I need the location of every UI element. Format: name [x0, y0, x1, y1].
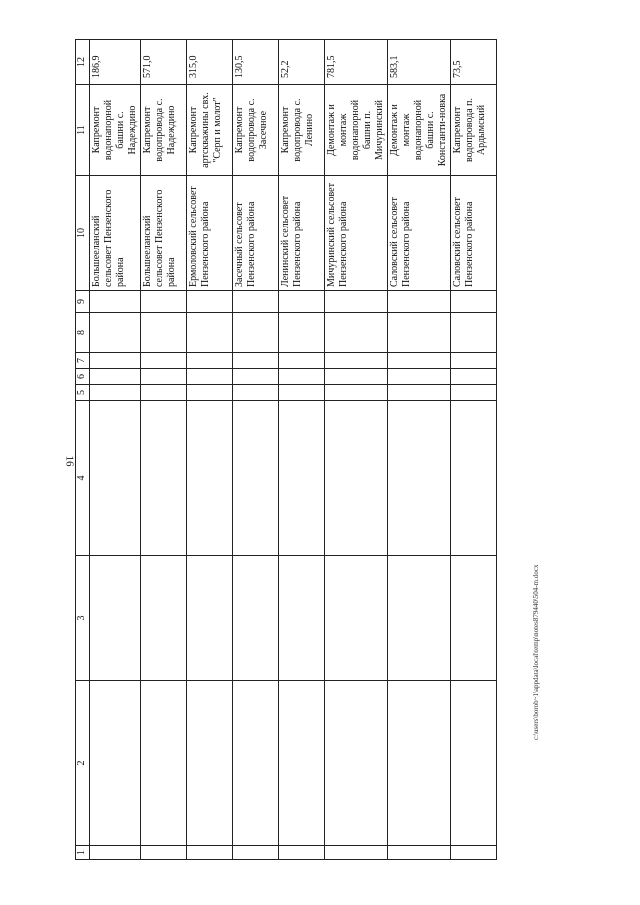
work-description-cell: Капремонт водопровода с. Засечное [233, 85, 279, 176]
table-row [141, 40, 187, 860]
work-description-cell: Демонтаж и монтаж водонапорной башни п. Мичуринский [325, 85, 388, 176]
table-row [451, 40, 497, 860]
work-description-cell: Капремонт водопровода с. Надеждино [141, 85, 187, 176]
header-cell: 1 [76, 846, 90, 860]
table-row [388, 40, 451, 860]
work-description-cell: Капремонт артскважины свх. "Серп и молот" [187, 85, 233, 176]
work-description-cell: Капремонт водонапорной башни с. Надеждино [90, 85, 141, 176]
header-cell: 12 [76, 40, 90, 85]
header-cell: 11 [76, 85, 90, 176]
work-description-cell: Капремонт водопровода п. Ардымский [451, 85, 497, 176]
municipality-cell: Саловский сельсовет Пензенского района [388, 176, 451, 291]
table-row [279, 40, 325, 860]
header-cell: 9 [76, 291, 90, 313]
header-row [76, 40, 90, 860]
amount-cell: 781,5 [325, 40, 388, 85]
header-cell: 4 [76, 401, 90, 556]
amount-cell: 315,0 [187, 40, 233, 85]
amount-cell: 186,9 [90, 40, 141, 85]
municipality-cell: Большееланский сельсовет Пензенского района [141, 176, 187, 291]
table-row [233, 40, 279, 860]
amount-cell: 52,2 [279, 40, 325, 85]
municipality-cell: Ленинский сельсовет Пензенского района [279, 176, 325, 291]
municipality-cell: Ермоловский сельсовет Пензенского района [187, 176, 233, 291]
amount-cell: 583,1 [388, 40, 451, 85]
table-row [90, 40, 141, 860]
work-description-cell: Демонтаж и монтаж водонапорной башни с. Константи-новка [388, 85, 451, 176]
footer-file-path: c:\users\borob~1\appdata\local\temp\notes879440\504-m.docx [532, 564, 540, 740]
work-description-cell: Капремонт водопровода с. Ленино [279, 85, 325, 176]
municipality-cell: Мичуринский сельсовет Пензенского района [325, 176, 388, 291]
amount-cell: 571,0 [141, 40, 187, 85]
header-cell: 3 [76, 556, 90, 681]
municipality-cell: Засечный сельсовет Пензенского района [233, 176, 279, 291]
header-cell: 10 [76, 176, 90, 291]
amount-cell: 73,5 [451, 40, 497, 85]
table-row [187, 40, 233, 860]
page-number: 16 [63, 455, 76, 467]
header-cell: 8 [76, 313, 90, 353]
municipality-cell: Большееланский сельсовет Пензенского района [90, 176, 141, 291]
header-cell: 2 [76, 681, 90, 846]
header-cell: 6 [76, 369, 90, 385]
municipality-cell: Саловский сельсовет Пензенского района [451, 176, 497, 291]
amount-cell: 130,5 [233, 40, 279, 85]
header-cell: 7 [76, 353, 90, 369]
header-cell: 5 [76, 385, 90, 401]
data-table [75, 39, 497, 860]
table-row [325, 40, 388, 860]
